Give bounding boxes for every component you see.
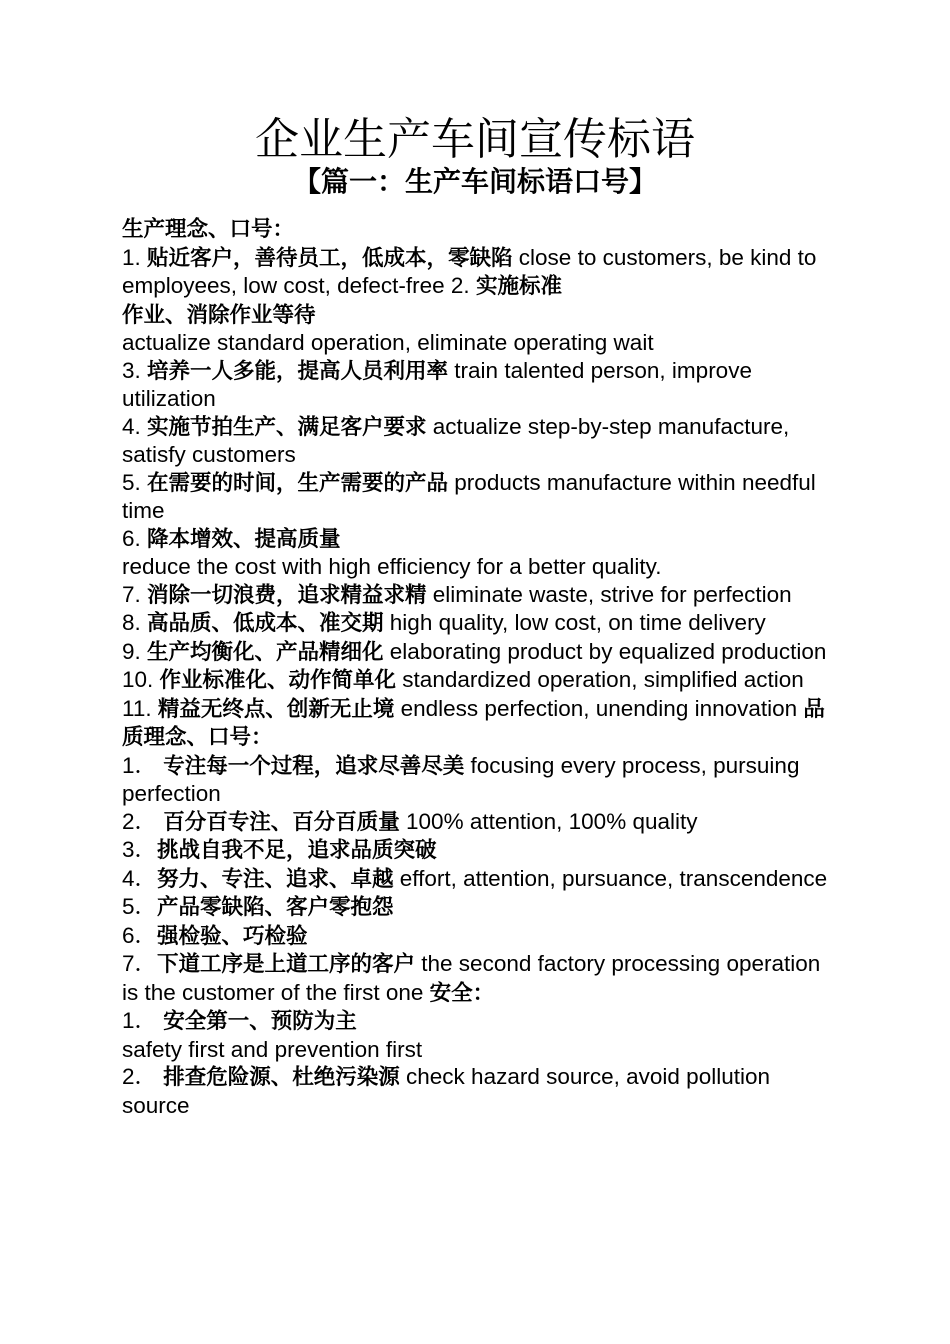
production-item-10: 10. 作业标准化、动作简单化 standardized operation, simplified action [122,667,804,693]
production-item-7: 7. 消除一切浪费，追求精益求精 eliminate waste, strive for perfection [122,581,792,608]
document-title: 企业生产车间宣传标语 [255,114,695,165]
quality-item-4: 4．努力、专注、追求、卓越 effort, attention, pursuance, transcendence [122,865,828,892]
quality-item-2: 2． 百分百专注、百分百质量 100% attention, 100% quality [122,808,698,835]
document-subtitle: 【篇一：生产车间标语口号】 [292,165,657,198]
safety-item-1: 1． 安全第一、预防为主 [122,1008,357,1034]
quality-item-1: 1． 专注每一个过程，追求尽善尽美 focusing every process, pursuing perfection [122,752,800,806]
production-item-8: 8. 高品质、低成本、准交期 high quality, low cost, on time delivery [122,610,766,636]
section-heading-quality: 品质理念、口号： [122,696,825,750]
quality-item-5: 5．产品零缺陷、客户零抱怨 [122,894,394,920]
quality-item-6: 6．强检验、巧检验 [122,922,308,949]
production-item-9: 9. 生产均衡化、产品精细化 elaborating product by equalized production [122,638,827,665]
production-item-2: 作业、消除作业等待 [122,302,316,328]
document-body [116,215,834,1119]
production-item-11: 11. 精益无终点、创新无止境 endless perfection, unending innovation 品质理念、口号： [122,695,825,750]
production-item-2-en: actualize standard operation, eliminate operating wait [122,330,654,355]
safety-item-2: 2． 排查危险源、杜绝污染源 check hazard source, avoid pollution source [122,1064,770,1118]
production-item-6-en: reduce the cost with high efficiency for a better quality. [122,554,662,579]
section-heading-production: 生产理念、口号： [122,217,295,242]
production-item-6: 6. 降本增效、提高质量 [122,525,341,552]
production-item-5: 5. 在需要的时间，生产需要的产品 products manufacture within needful time [122,469,816,523]
quality-item-3: 3．挑战自我不足，追求品质突破 [122,837,437,863]
safety-item-1-en: safety first and prevention first [122,1036,423,1062]
production-item-1: 1. 贴近客户，善待员工，低成本，零缺陷 close to customers, be kind to employees, low cost, defect-free 2. 实施标准 [122,244,817,299]
quality-item-7: 7．下道工序是上道工序的客户 the second factory processing operation is the customer of the first one 安全： [122,951,821,1006]
production-item-3: 3. 培养一人多能，提高人员利用率 train talented person, improve utilization [122,357,752,411]
section-heading-safety: 安全： [429,980,495,1006]
production-item-4: 4. 实施节拍生产、满足客户要求 actualize step-by-step manufacture, satisfy customers [122,413,790,467]
